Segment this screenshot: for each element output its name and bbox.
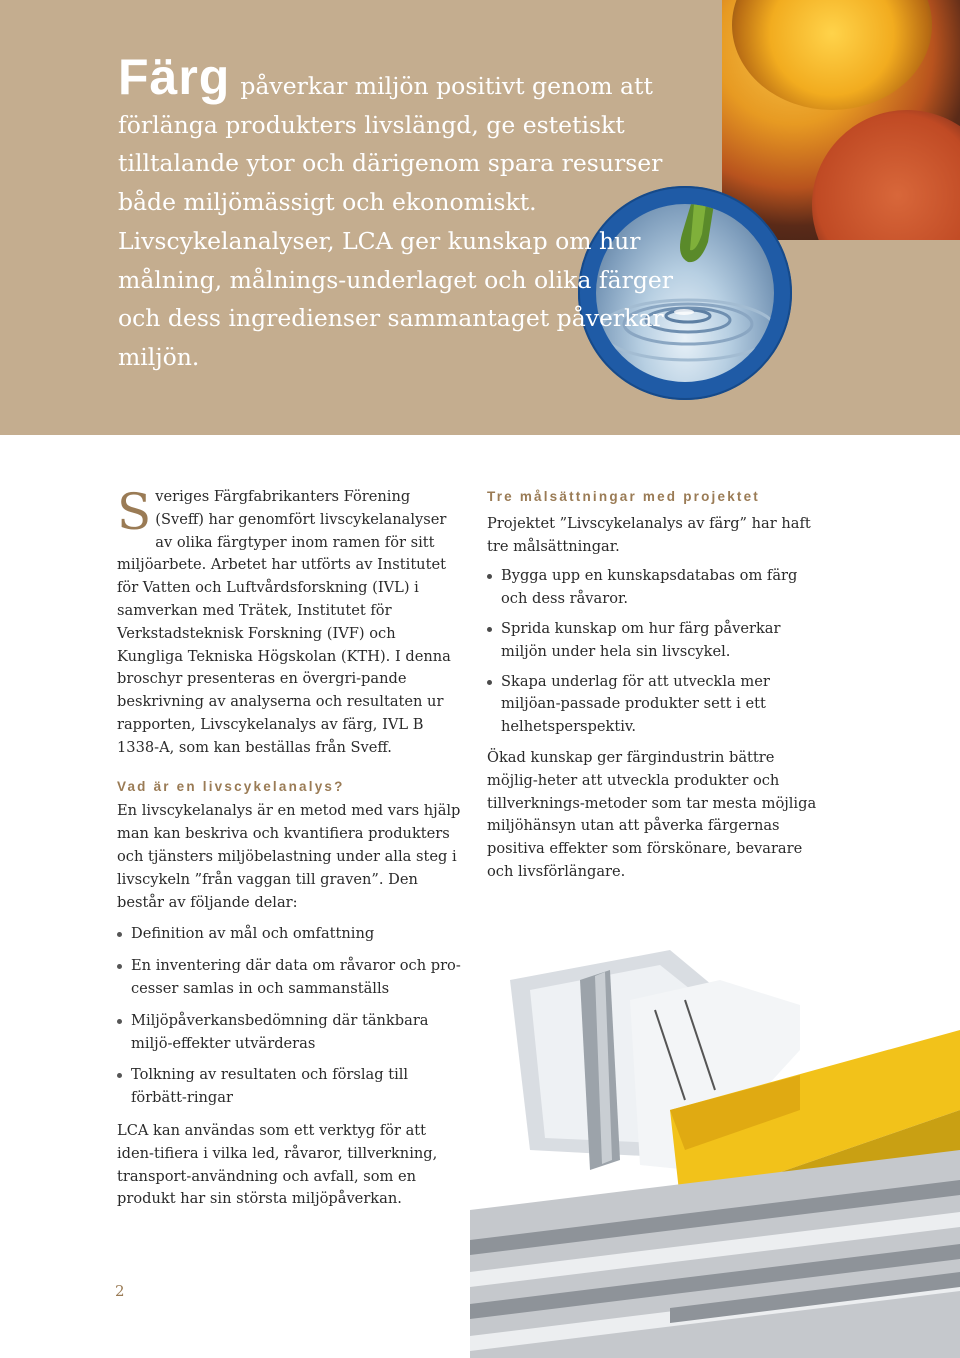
- page-number: 2: [115, 1282, 125, 1300]
- list-item: [117, 955, 462, 1001]
- truck-photo: [470, 910, 960, 1358]
- list-item-text: Skapa underlag för att utveckla mer miljöan-passade produkter sett i ett helhetsperspektiv.: [501, 672, 770, 736]
- yellow-paint-can: [732, 0, 932, 110]
- goals-closing: Ökad kunskap ger färgindustrin bättre möjlig-heter att utveckla produkter och tillverknings-metoder som tar mesta möjliga miljöhänsyn utan att påverka färgernas positiva effekter som förskönare, bevarare och livsförlängare.: [487, 748, 817, 880]
- goals-list: [487, 565, 822, 739]
- headline-text: påverkar miljön positivt genom att förlänga produkters livslängd, ge estetiskt tilltalande ytor och därigenom spara resurser både miljömässigt och ekonomiskt. Livscykelanalyser, LCA ger kunskap om hur målning, målnings-underlaget och olika färger och dess ingredienser sammantaget påverkar miljön.: [118, 72, 674, 371]
- bullet-icon: [487, 680, 492, 685]
- bullet-icon: [117, 1019, 122, 1024]
- list-item-text: Miljöpåverkansbedömning där tänkbara miljö-effekter utvärderas: [131, 1011, 429, 1052]
- goals-intro: Projektet ”Livscykelanalys av färg” har haft tre målsättningar.: [487, 514, 811, 555]
- intro-text: veriges Färgfabrikanters Förening (Sveff) har genomfört livscykelanalyser av olika färgtyper inom ramen för sitt miljöarbete. Arbetet har utförts av Institutet för Vatten och Luftvårdsforskning (IVL) i samverkan med Trätek, Institutet för Verkstadsteknisk Forskning (IVF) och Kungliga Tekniska Högskolan (KTH). I denna broschyr presenteras en övergri-pande beskrivning av analyserna och resultaten ur rapporten, Livscykelanalys av färg, IVL B 1338-A, som kan beställas från Sveff.: [117, 488, 451, 756]
- list-item: [117, 923, 462, 946]
- bullet-icon: [117, 964, 122, 969]
- definition-paragraph: En livscykelanalys är en metod med vars hjälp man kan beskriva och kvantifiera produkters och tjänsters miljöbelastning under alla steg i livscykeln ”från vaggan till graven”. Den består av följande delar:: [117, 802, 461, 911]
- section-heading-goals: Tre målsättningar med projektet: [487, 489, 761, 504]
- bullet-icon: [117, 1073, 122, 1078]
- list-item: [487, 565, 822, 611]
- intro-paragraph: [117, 483, 462, 760]
- list-item-text: Sprida kunskap om hur färg påverkar miljön under hela sin livscykel.: [501, 619, 781, 660]
- section-heading-lca: Vad är en livscykelanalys?: [117, 778, 345, 794]
- headline-big-word: Färg: [118, 49, 231, 105]
- list-item: [117, 1064, 462, 1110]
- list-item: [487, 618, 822, 664]
- bullet-icon: [117, 932, 122, 937]
- list-item-text: Bygga upp en kunskapsdatabas om färg och dess råvaror.: [501, 567, 798, 608]
- closing-paragraph: LCA kan användas som ett verktyg för att iden-tifiera i vilka led, råvaror, tillverkning, transport-användning och avfall, som en produkt har sin största miljöpåverkan.: [117, 1121, 438, 1208]
- list-item: [487, 671, 822, 739]
- list-item-text: Definition av mål och omfattning: [131, 925, 375, 943]
- bullet-icon: [487, 627, 492, 632]
- list-item-text: En inventering där data om råvaror och pro-cesser samlas in och sammanställs: [131, 957, 461, 997]
- list-item-text: Tolkning av resultaten och förslag till förbätt-ringar: [131, 1066, 409, 1107]
- right-column: [487, 486, 822, 884]
- bullet-icon: [487, 574, 492, 579]
- red-paint-can: [812, 110, 960, 240]
- lca-steps-list: [117, 923, 462, 1110]
- drop-cap: S: [117, 483, 152, 541]
- list-item: [117, 1010, 462, 1056]
- headline: [118, 49, 718, 377]
- left-column: [117, 483, 462, 1211]
